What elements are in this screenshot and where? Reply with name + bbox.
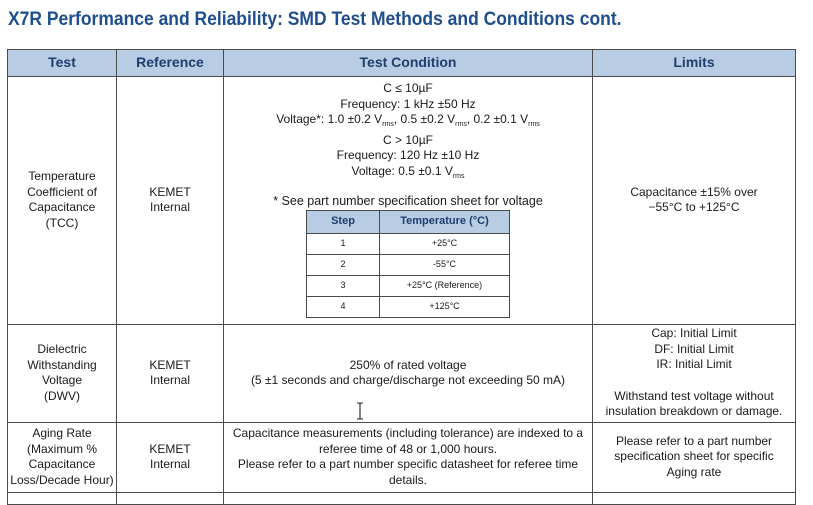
step-row xyxy=(307,233,510,254)
condition-line: C ≤ 10µF xyxy=(383,81,433,95)
dwv-reference-cell xyxy=(117,324,224,422)
reference-line: KEMET xyxy=(149,357,191,372)
voltage-note: * See part number specification sheet for voltage xyxy=(273,194,543,208)
tcc-limits-cell xyxy=(593,77,796,325)
limit-line: insulation breakdown or damage. xyxy=(605,404,783,419)
dwv-test-line: Voltage xyxy=(41,373,83,387)
aging-test-line: Aging Rate xyxy=(32,426,92,440)
limit-line: Withstand test voltage without xyxy=(614,388,774,403)
voltage-text: , 0.2 ±0.1 V xyxy=(466,112,529,126)
rms-subscript: rms xyxy=(528,121,540,128)
condition-voltage-line xyxy=(226,112,590,133)
aging-reference-cell xyxy=(117,422,224,492)
reference-line: Internal xyxy=(149,200,191,215)
dwv-test-line: (DWV) xyxy=(44,388,80,403)
step-temperature: +125°C xyxy=(380,296,510,317)
dwv-limits-cell xyxy=(593,324,796,422)
tcc-test-line: Coefficient of xyxy=(27,184,97,199)
table-row-cutoff xyxy=(8,492,796,504)
header-limits: Limits xyxy=(593,50,796,77)
voltage-text: Voltage*: 1.0 ±0.2 V xyxy=(276,112,383,126)
reference-line: KEMET xyxy=(149,441,191,456)
spacer xyxy=(595,373,793,389)
test-methods-table xyxy=(7,49,796,505)
step-row xyxy=(307,275,510,296)
step-temperature: +25°C xyxy=(380,233,510,254)
limit-line: IR: Initial Limit xyxy=(656,357,732,372)
step-temperature: +25°C (Reference) xyxy=(380,275,510,296)
limit-line: Capacitance ±15% over xyxy=(630,184,758,199)
cutoff-cell xyxy=(117,492,224,504)
aging-test-cell xyxy=(8,422,117,492)
condition-line: Capacitance measurements (including tolerance) are indexed to a xyxy=(232,426,584,440)
reference-line: Internal xyxy=(149,373,191,387)
condition-line: 250% of rated voltage xyxy=(349,357,467,372)
dwv-test-cell xyxy=(8,324,117,422)
rms-subscript: rms xyxy=(452,172,465,180)
tcc-test-cell xyxy=(8,77,117,325)
voltage-text: , 0.5 ±0.2 V xyxy=(393,112,456,126)
rms-subscript: rms xyxy=(382,121,394,128)
tcc-test-line: Capacitance xyxy=(28,200,96,215)
header-reference: Reference xyxy=(117,50,224,77)
cutoff-cell xyxy=(224,492,593,504)
step-header: Step xyxy=(307,210,380,233)
text-cursor-icon xyxy=(355,402,365,420)
condition-voltage-line xyxy=(226,164,590,185)
cutoff-cell xyxy=(8,492,117,504)
step-number: 1 xyxy=(307,233,380,254)
step-number: 2 xyxy=(307,254,380,275)
voltage-text: Voltage: 0.5 ±0.1 V xyxy=(351,163,453,178)
condition-line: Frequency: 1 kHz ±50 Hz xyxy=(340,96,476,111)
tcc-reference-cell xyxy=(117,77,224,325)
aging-condition-cell xyxy=(224,422,593,492)
header-test: Test xyxy=(8,50,117,77)
aging-limits-cell xyxy=(593,422,796,492)
aging-test-line: Capacitance xyxy=(28,457,96,471)
step-temperature-table xyxy=(306,210,510,318)
limit-line: Cap: Initial Limit xyxy=(651,326,737,341)
table-row-dwv xyxy=(8,324,796,422)
dwv-test-line: Dielectric xyxy=(37,342,87,356)
condition-line: Frequency: 120 Hz ±10 Hz xyxy=(336,148,480,162)
header-test-condition: Test Condition xyxy=(224,50,593,77)
step-number: 3 xyxy=(307,275,380,296)
reference-line: KEMET xyxy=(149,184,191,199)
tcc-condition-cell xyxy=(224,77,593,325)
limit-line: DF: Initial Limit xyxy=(654,341,734,356)
limit-line: Please refer to a part number xyxy=(615,433,773,448)
temperature-header: Temperature (°C) xyxy=(380,210,510,233)
dwv-condition-cell xyxy=(224,324,593,422)
tcc-test-line: (TCC) xyxy=(45,215,79,230)
step-number: 4 xyxy=(307,296,380,317)
condition-line: (5 ±1 seconds and charge/discharge not exceeding 50 mA) xyxy=(250,373,566,387)
condition-line: referee time of 48 or 1,000 hours. xyxy=(318,441,498,456)
limit-line: Aging rate xyxy=(666,464,722,479)
page-title: X7R Performance and Reliability: SMD Test Methods and Conditions cont. xyxy=(8,9,622,30)
limit-line: −55°C to +125°C xyxy=(648,200,740,215)
condition-line: C > 10µF xyxy=(383,132,433,147)
reference-line: Internal xyxy=(149,457,191,471)
step-row xyxy=(307,296,510,317)
rms-subscript: rms xyxy=(455,121,467,128)
step-header-row xyxy=(307,210,510,233)
condition-line: details. xyxy=(388,472,428,487)
step-row xyxy=(307,254,510,275)
dwv-test-line: Withstanding xyxy=(27,357,97,372)
table-row-aging xyxy=(8,422,796,492)
step-temperature: -55°C xyxy=(380,254,510,275)
header-row xyxy=(8,50,796,77)
tcc-test-line: Temperature xyxy=(28,169,96,184)
cutoff-cell xyxy=(593,492,796,504)
table-row-tcc xyxy=(8,77,796,325)
aging-test-line: (Maximum % xyxy=(26,441,97,456)
limit-line: specification sheet for specific xyxy=(614,449,774,464)
condition-line: Please refer to a part number specific datasheet for referee time xyxy=(237,457,579,471)
aging-test-line: Loss/Decade Hour) xyxy=(10,472,114,487)
